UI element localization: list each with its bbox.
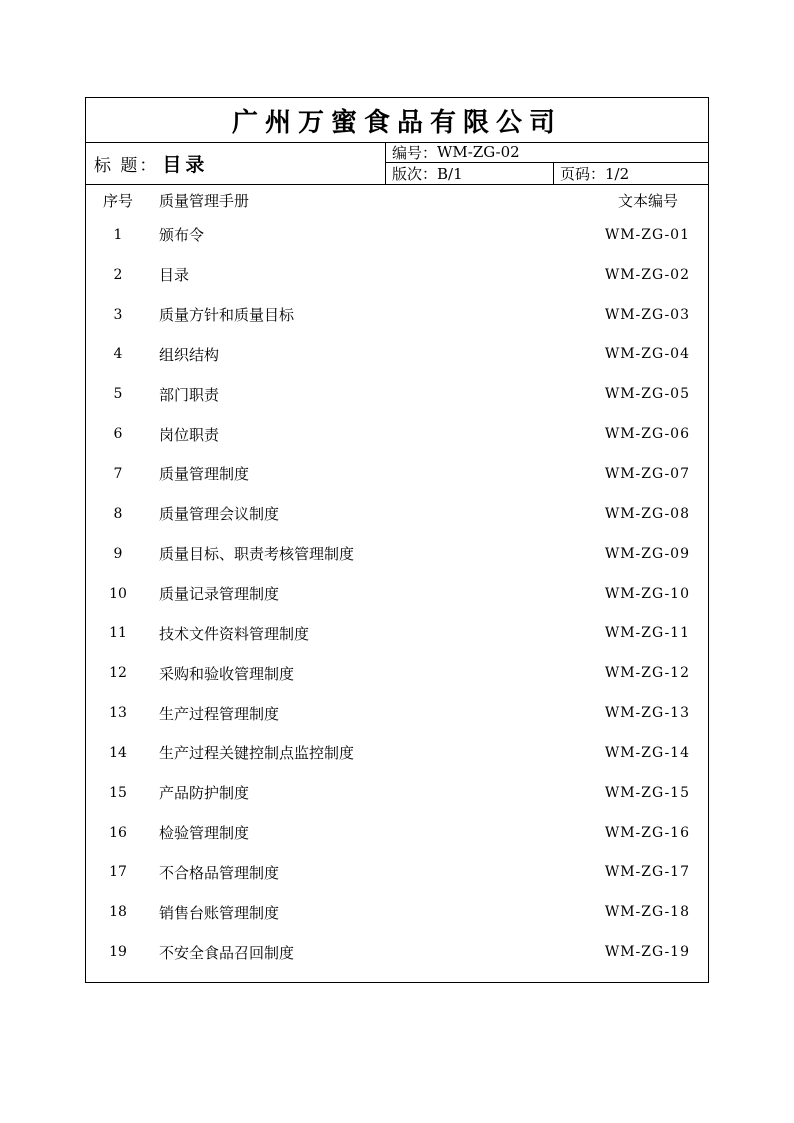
item-doc-code: WM-ZG-15 <box>604 784 690 801</box>
list-item <box>86 892 708 932</box>
company-name: 广州万蜜食品有限公司 <box>86 98 708 143</box>
column-header-row <box>86 185 708 215</box>
item-doc-code: WM-ZG-13 <box>604 705 690 722</box>
list-item <box>86 494 708 534</box>
contents-list <box>86 185 708 972</box>
item-doc-code: WM-ZG-03 <box>604 306 690 323</box>
version-cell <box>386 163 554 184</box>
item-title: 采购和验收管理制度 <box>159 664 295 683</box>
page-value: 1/2 <box>605 164 630 183</box>
list-item <box>86 374 708 414</box>
item-doc-code: WM-ZG-07 <box>604 465 690 482</box>
item-title: 质量方针和质量目标 <box>159 306 295 325</box>
list-item <box>86 733 708 773</box>
item-doc-code: WM-ZG-09 <box>604 545 690 562</box>
item-doc-code: WM-ZG-12 <box>604 665 690 682</box>
item-number: 12 <box>109 665 127 682</box>
item-title: 检验管理制度 <box>159 824 250 843</box>
list-item <box>86 454 708 494</box>
list-item <box>86 932 708 972</box>
list-item <box>86 853 708 893</box>
item-doc-code: WM-ZG-01 <box>604 226 690 243</box>
item-doc-code: WM-ZG-19 <box>604 944 690 961</box>
item-doc-code: WM-ZG-02 <box>604 266 690 283</box>
list-item <box>86 215 708 255</box>
list-item <box>86 255 708 295</box>
item-title: 部门职责 <box>159 385 220 404</box>
item-doc-code: WM-ZG-05 <box>604 386 690 403</box>
item-number: 2 <box>113 266 123 283</box>
item-title: 不合格品管理制度 <box>159 863 280 882</box>
list-item <box>86 335 708 375</box>
list-item <box>86 653 708 693</box>
title-cell <box>86 142 386 184</box>
list-item <box>86 773 708 813</box>
item-number: 18 <box>109 904 127 921</box>
item-number: 14 <box>109 744 127 761</box>
item-doc-code: WM-ZG-11 <box>604 625 690 642</box>
page-label: 页码： <box>560 165 606 183</box>
item-doc-code: WM-ZG-14 <box>604 744 690 761</box>
item-title: 销售台账管理制度 <box>159 903 280 922</box>
column-header-doc: 文本编号 <box>617 191 678 210</box>
item-number: 15 <box>109 784 127 801</box>
item-number: 11 <box>109 625 127 642</box>
column-header-seq: 序号 <box>102 191 133 210</box>
item-doc-code: WM-ZG-18 <box>604 904 690 921</box>
item-doc-code: WM-ZG-06 <box>604 426 690 443</box>
version-value: B/1 <box>437 164 463 183</box>
item-number: 3 <box>113 306 123 323</box>
list-item <box>86 693 708 733</box>
item-title: 质量管理会议制度 <box>159 505 280 524</box>
item-title: 目录 <box>159 266 190 285</box>
title-value: 目录 <box>162 153 209 176</box>
item-number: 19 <box>109 944 127 961</box>
item-number: 16 <box>109 824 127 841</box>
item-title: 组织结构 <box>159 345 220 364</box>
item-doc-code: WM-ZG-16 <box>604 824 690 841</box>
item-number: 6 <box>113 426 123 443</box>
item-number: 7 <box>113 465 123 482</box>
item-title: 颁布令 <box>159 226 205 245</box>
document-frame <box>85 97 709 983</box>
page-number-cell <box>554 163 708 184</box>
item-title: 生产过程关键控制点监控制度 <box>159 744 355 763</box>
list-item <box>86 534 708 574</box>
item-number: 4 <box>113 346 123 363</box>
item-doc-code: WM-ZG-17 <box>604 864 690 881</box>
item-number: 13 <box>109 705 127 722</box>
code-value: WM-ZG-02 <box>437 143 520 161</box>
item-number: 17 <box>109 864 127 881</box>
item-number: 1 <box>113 226 123 243</box>
list-item <box>86 813 708 853</box>
version-label: 版次： <box>392 165 438 183</box>
document-code-cell <box>386 142 708 163</box>
item-title: 质量记录管理制度 <box>159 585 280 604</box>
item-title: 技术文件资料管理制度 <box>159 624 310 643</box>
list-item <box>86 613 708 653</box>
item-title: 产品防护制度 <box>159 784 250 803</box>
list-item <box>86 414 708 454</box>
item-number: 5 <box>113 386 123 403</box>
list-item <box>86 295 708 335</box>
title-label: 标 题： <box>94 155 159 176</box>
item-title: 生产过程管理制度 <box>159 704 280 723</box>
item-doc-code: WM-ZG-04 <box>604 346 690 363</box>
item-number: 10 <box>109 585 127 602</box>
item-title: 质量管理制度 <box>159 465 250 484</box>
column-header-name: 质量管理手册 <box>159 191 250 210</box>
item-number: 9 <box>113 545 123 562</box>
item-title: 质量目标、职责考核管理制度 <box>159 545 355 564</box>
item-title: 岗位职责 <box>159 425 220 444</box>
item-doc-code: WM-ZG-10 <box>604 585 690 602</box>
item-title: 不安全食品召回制度 <box>159 943 295 962</box>
item-doc-code: WM-ZG-08 <box>604 505 690 522</box>
code-label: 编号： <box>392 143 438 162</box>
list-item <box>86 574 708 614</box>
item-number: 8 <box>113 505 123 522</box>
